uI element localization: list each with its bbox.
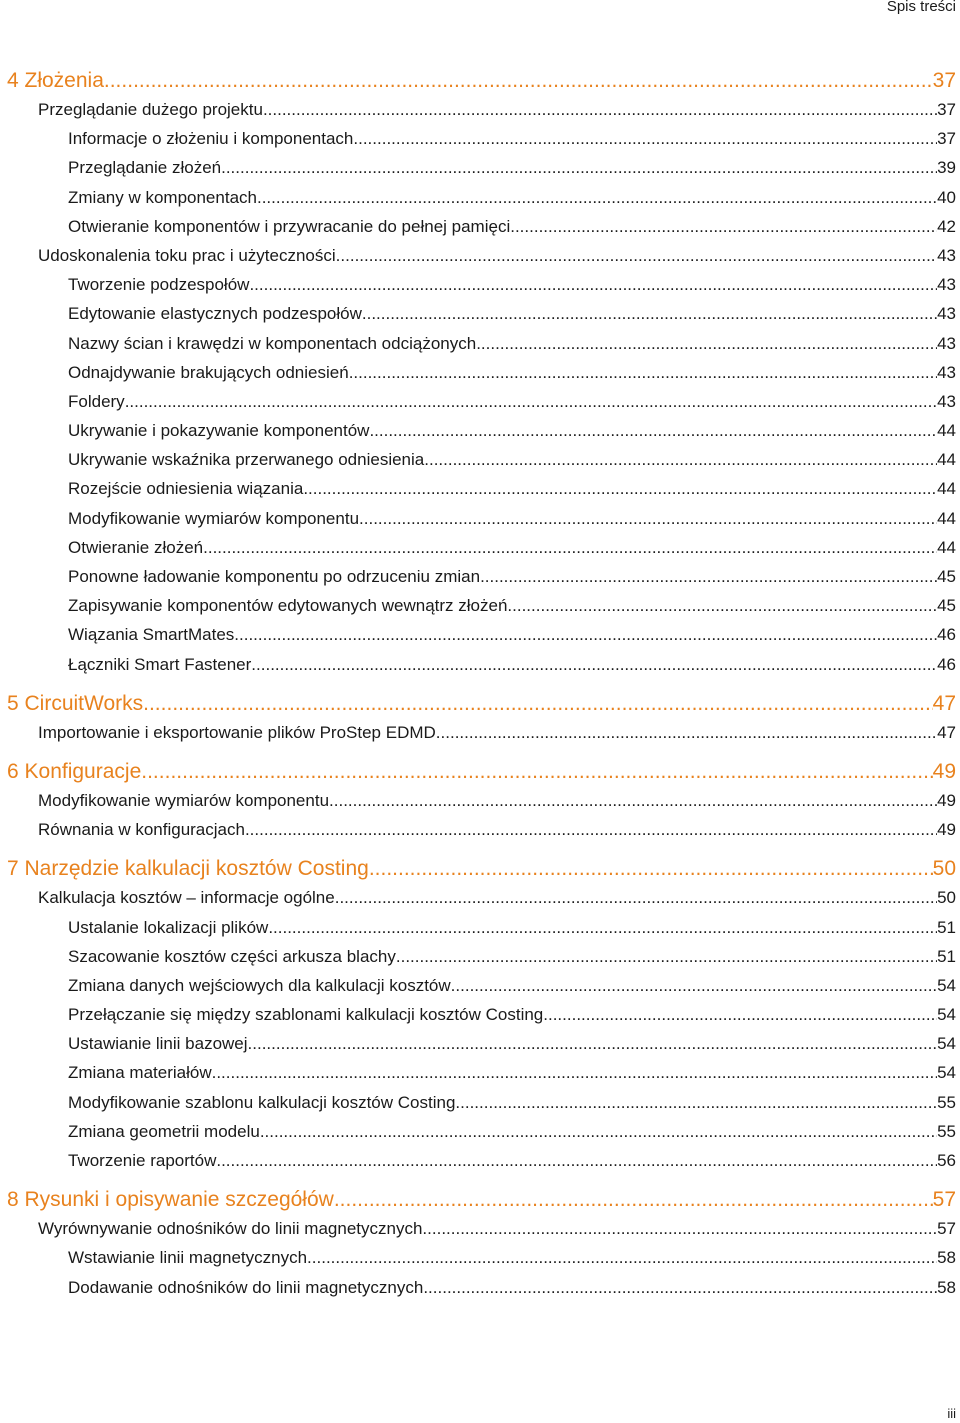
dot-leader <box>249 270 937 299</box>
entry-title: Edytowanie elastycznych podzespołów <box>68 304 362 324</box>
entry-page-number: 46 <box>937 654 956 674</box>
chapter-heading[interactable] <box>0 1185 956 1214</box>
entry-title: Tworzenie raportów <box>68 1151 217 1170</box>
toc-subsection-entry[interactable] <box>0 913 956 942</box>
dot-leader <box>216 1146 937 1175</box>
entry-page-number: 39 <box>937 158 956 178</box>
entry-page-number: 50 <box>932 857 956 881</box>
entry-title: Łączniki Smart Fastener <box>68 654 252 674</box>
entry-title: Zmiana geometrii modelu <box>68 1121 260 1141</box>
entry-title: Ukrywanie wskaźnika przerwanego odniesienia <box>68 450 425 470</box>
toc-subsection-entry[interactable] <box>0 416 956 445</box>
toc-subsection-entry[interactable] <box>0 562 956 591</box>
entry-title: Ustalanie lokalizacji plików <box>68 917 269 937</box>
entry-title: 8 Rysunki i opisywanie szczegółów <box>7 1188 334 1212</box>
dot-leader <box>336 241 937 270</box>
page-number: iii <box>947 1406 956 1421</box>
chapter-heading[interactable] <box>0 689 956 718</box>
dot-leader <box>455 1088 937 1117</box>
entry-page-number: 42 <box>937 216 956 236</box>
toc-subsection-entry[interactable] <box>0 183 956 212</box>
entry-title: Odnajdywanie brakujących odniesień <box>68 362 349 382</box>
running-header: Spis treści <box>886 0 956 15</box>
toc-subsection-entry[interactable] <box>0 270 956 299</box>
entry-page-number: 43 <box>937 333 956 353</box>
dot-leader <box>307 1243 937 1272</box>
toc-subsection-entry[interactable] <box>0 533 956 562</box>
table-of-contents <box>0 66 956 1302</box>
entry-title: Otwieranie komponentów i przywracanie do pełnej pamięci <box>68 216 511 236</box>
toc-subsection-entry[interactable] <box>0 474 956 503</box>
toc-subsection-entry[interactable] <box>0 650 956 679</box>
dot-leader <box>424 445 937 474</box>
entry-page-number: 40 <box>937 187 956 207</box>
entry-page-number: 57 <box>932 1188 956 1212</box>
entry-title: Informacje o złożeniu i komponentach <box>68 129 354 149</box>
toc-subsection-entry[interactable] <box>0 212 956 241</box>
entry-page-number: 54 <box>937 975 956 995</box>
dot-leader <box>422 1214 937 1243</box>
entry-title: Modyfikowanie wymiarów komponentu <box>68 508 360 528</box>
entry-page-number: 55 <box>937 1121 956 1141</box>
entry-title: Otwieranie złożeń <box>68 537 204 557</box>
entry-page-number: 49 <box>937 790 956 810</box>
entry-page-number: 54 <box>937 1005 956 1025</box>
chapter-spacer <box>0 844 956 854</box>
dot-leader <box>221 153 937 182</box>
dot-leader <box>362 299 937 328</box>
dot-leader <box>543 1000 937 1029</box>
entry-page-number: 54 <box>937 1063 956 1083</box>
dot-leader <box>212 1058 937 1087</box>
chapter-spacer <box>0 747 956 757</box>
entry-title: Dodawanie odnośników do linii magnetycznych <box>68 1277 424 1297</box>
dot-leader <box>335 883 937 912</box>
dot-leader <box>248 1029 938 1058</box>
dot-leader <box>369 854 933 883</box>
entry-title: 5 CircuitWorks <box>7 691 144 715</box>
chapter-heading[interactable] <box>0 66 956 95</box>
toc-chapter <box>0 757 956 844</box>
entry-title: Zmiana materiałów <box>68 1063 212 1083</box>
toc-subsection-entry[interactable] <box>0 299 956 328</box>
dot-leader <box>234 620 937 649</box>
entry-title: Rozejście odniesienia wiązania <box>68 479 304 499</box>
chapter-spacer <box>0 679 956 689</box>
dot-leader <box>143 689 933 718</box>
entry-page-number: 55 <box>937 1092 956 1112</box>
entry-title: Udoskonalenia toku prac i użyteczności <box>38 245 336 265</box>
entry-title: Importowanie i eksportowanie plików ProStep EDMD <box>38 722 436 742</box>
toc-subsection-entry[interactable] <box>0 387 956 416</box>
entry-title: 4 Złożenia <box>7 69 104 92</box>
entry-title: Modyfikowanie szablonu kalkulacji kosztów Costing <box>68 1092 456 1112</box>
dot-leader <box>260 1117 937 1146</box>
chapter-heading[interactable] <box>0 854 956 883</box>
dot-leader <box>251 650 937 679</box>
dot-leader <box>263 95 937 124</box>
dot-leader <box>396 942 937 971</box>
dot-leader <box>303 474 937 503</box>
entry-title: Równania w konfiguracjach <box>38 820 245 840</box>
dot-leader <box>476 329 937 358</box>
entry-page-number: 43 <box>937 245 956 265</box>
toc-section-entry[interactable] <box>0 241 956 270</box>
toc-subsection-entry[interactable] <box>0 1058 956 1087</box>
toc-section-entry[interactable] <box>0 883 956 912</box>
dot-leader <box>203 533 937 562</box>
entry-page-number: 57 <box>937 1219 956 1239</box>
entry-title: Ustawianie linii bazowej <box>68 1034 248 1054</box>
entry-page-number: 50 <box>937 888 956 908</box>
toc-section-entry[interactable] <box>0 1214 956 1243</box>
entry-title: Tworzenie podzespołów <box>68 275 250 295</box>
toc-chapter <box>0 854 956 1175</box>
dot-leader <box>436 718 937 747</box>
toc-chapter <box>0 1185 956 1302</box>
dot-leader <box>423 1273 937 1302</box>
entry-title: Modyfikowanie wymiarów komponentu <box>38 790 330 810</box>
dot-leader <box>507 591 937 620</box>
entry-title: 6 Konfiguracje <box>7 759 142 783</box>
toc-subsection-entry[interactable] <box>0 1146 956 1175</box>
entry-title: Przełączanie się między szablonami kalkulacji kosztów Costing <box>68 1005 544 1025</box>
dot-leader <box>141 757 932 786</box>
chapter-heading[interactable] <box>0 757 956 786</box>
dot-leader <box>349 358 937 387</box>
entry-title: Zmiany w komponentach <box>68 187 257 207</box>
toc-subsection-entry[interactable] <box>0 329 956 358</box>
toc-subsection-entry[interactable] <box>0 971 956 1000</box>
toc-section-entry[interactable] <box>0 815 956 844</box>
entry-page-number: 56 <box>937 1151 956 1170</box>
toc-section-entry[interactable] <box>0 786 956 815</box>
entry-page-number: 44 <box>937 537 956 557</box>
entry-title: Foldery <box>68 391 125 411</box>
entry-page-number: 37 <box>937 100 956 119</box>
entry-page-number: 45 <box>937 596 956 616</box>
entry-title: Wiązania SmartMates <box>68 625 235 645</box>
entry-page-number: 44 <box>937 450 956 470</box>
dot-leader <box>334 1185 933 1214</box>
entry-page-number: 51 <box>937 917 956 937</box>
toc-subsection-entry[interactable] <box>0 504 956 533</box>
toc-chapter <box>0 689 956 747</box>
toc-chapter <box>0 66 956 679</box>
toc-subsection-entry[interactable] <box>0 124 956 153</box>
toc-subsection-entry[interactable] <box>0 1243 956 1272</box>
entry-page-number: 44 <box>937 479 956 499</box>
entry-page-number: 37 <box>937 129 956 149</box>
toc-subsection-entry[interactable] <box>0 1273 956 1302</box>
toc-subsection-entry[interactable] <box>0 1029 956 1058</box>
dot-leader <box>510 212 937 241</box>
dot-leader <box>257 183 937 212</box>
dot-leader <box>369 416 937 445</box>
chapter-spacer <box>0 1175 956 1185</box>
entry-page-number: 58 <box>937 1248 956 1268</box>
entry-page-number: 46 <box>937 625 956 645</box>
dot-leader <box>359 504 937 533</box>
entry-page-number: 45 <box>937 567 956 586</box>
toc-subsection-entry[interactable] <box>0 445 956 474</box>
dot-leader <box>451 971 937 1000</box>
entry-page-number: 47 <box>932 691 956 715</box>
entry-title: 7 Narzędzie kalkulacji kosztów Costing <box>7 857 369 881</box>
dot-leader <box>104 66 933 95</box>
dot-leader <box>480 562 937 591</box>
entry-title: Przeglądanie dużego projektu <box>38 100 263 119</box>
entry-page-number: 47 <box>937 722 956 742</box>
entry-page-number: 44 <box>937 421 956 441</box>
entry-title: Ukrywanie i pokazywanie komponentów <box>68 421 370 441</box>
dot-leader <box>268 913 937 942</box>
toc-subsection-entry[interactable] <box>0 1088 956 1117</box>
entry-title: Nazwy ścian i krawędzi w komponentach odciążonych <box>68 333 477 353</box>
toc-subsection-entry[interactable] <box>0 358 956 387</box>
entry-page-number: 43 <box>937 391 956 411</box>
entry-page-number: 58 <box>937 1277 956 1297</box>
toc-subsection-entry[interactable] <box>0 1117 956 1146</box>
entry-page-number: 49 <box>937 820 956 840</box>
entry-page-number: 51 <box>937 946 956 966</box>
entry-page-number: 37 <box>932 69 956 92</box>
toc-subsection-entry[interactable] <box>0 1000 956 1029</box>
toc-subsection-entry[interactable] <box>0 591 956 620</box>
entry-page-number: 49 <box>932 759 956 783</box>
entry-page-number: 43 <box>937 275 956 295</box>
dot-leader <box>245 815 937 844</box>
entry-page-number: 43 <box>937 362 956 382</box>
entry-title: Wyrównywanie odnośników do linii magnetycznych <box>38 1219 423 1239</box>
entry-title: Przeglądanie złożeń <box>68 158 222 178</box>
toc-section-entry[interactable] <box>0 95 956 124</box>
dot-leader <box>329 786 937 815</box>
toc-section-entry[interactable] <box>0 718 956 747</box>
dot-leader <box>353 124 937 153</box>
entry-title: Ponowne ładowanie komponentu po odrzuceniu zmian <box>68 567 481 586</box>
entry-title: Kalkulacja kosztów – informacje ogólne <box>38 888 335 908</box>
toc-subsection-entry[interactable] <box>0 942 956 971</box>
entry-page-number: 54 <box>937 1034 956 1054</box>
toc-subsection-entry[interactable] <box>0 620 956 649</box>
entry-title: Zapisywanie komponentów edytowanych wewnątrz złożeń <box>68 596 508 616</box>
entry-title: Zmiana danych wejściowych dla kalkulacji kosztów <box>68 975 451 995</box>
entry-title: Szacowanie kosztów części arkusza blachy <box>68 946 396 966</box>
entry-page-number: 44 <box>937 508 956 528</box>
entry-title: Wstawianie linii magnetycznych <box>68 1248 308 1268</box>
toc-subsection-entry[interactable] <box>0 153 956 182</box>
entry-page-number: 43 <box>937 304 956 324</box>
dot-leader <box>125 387 937 416</box>
